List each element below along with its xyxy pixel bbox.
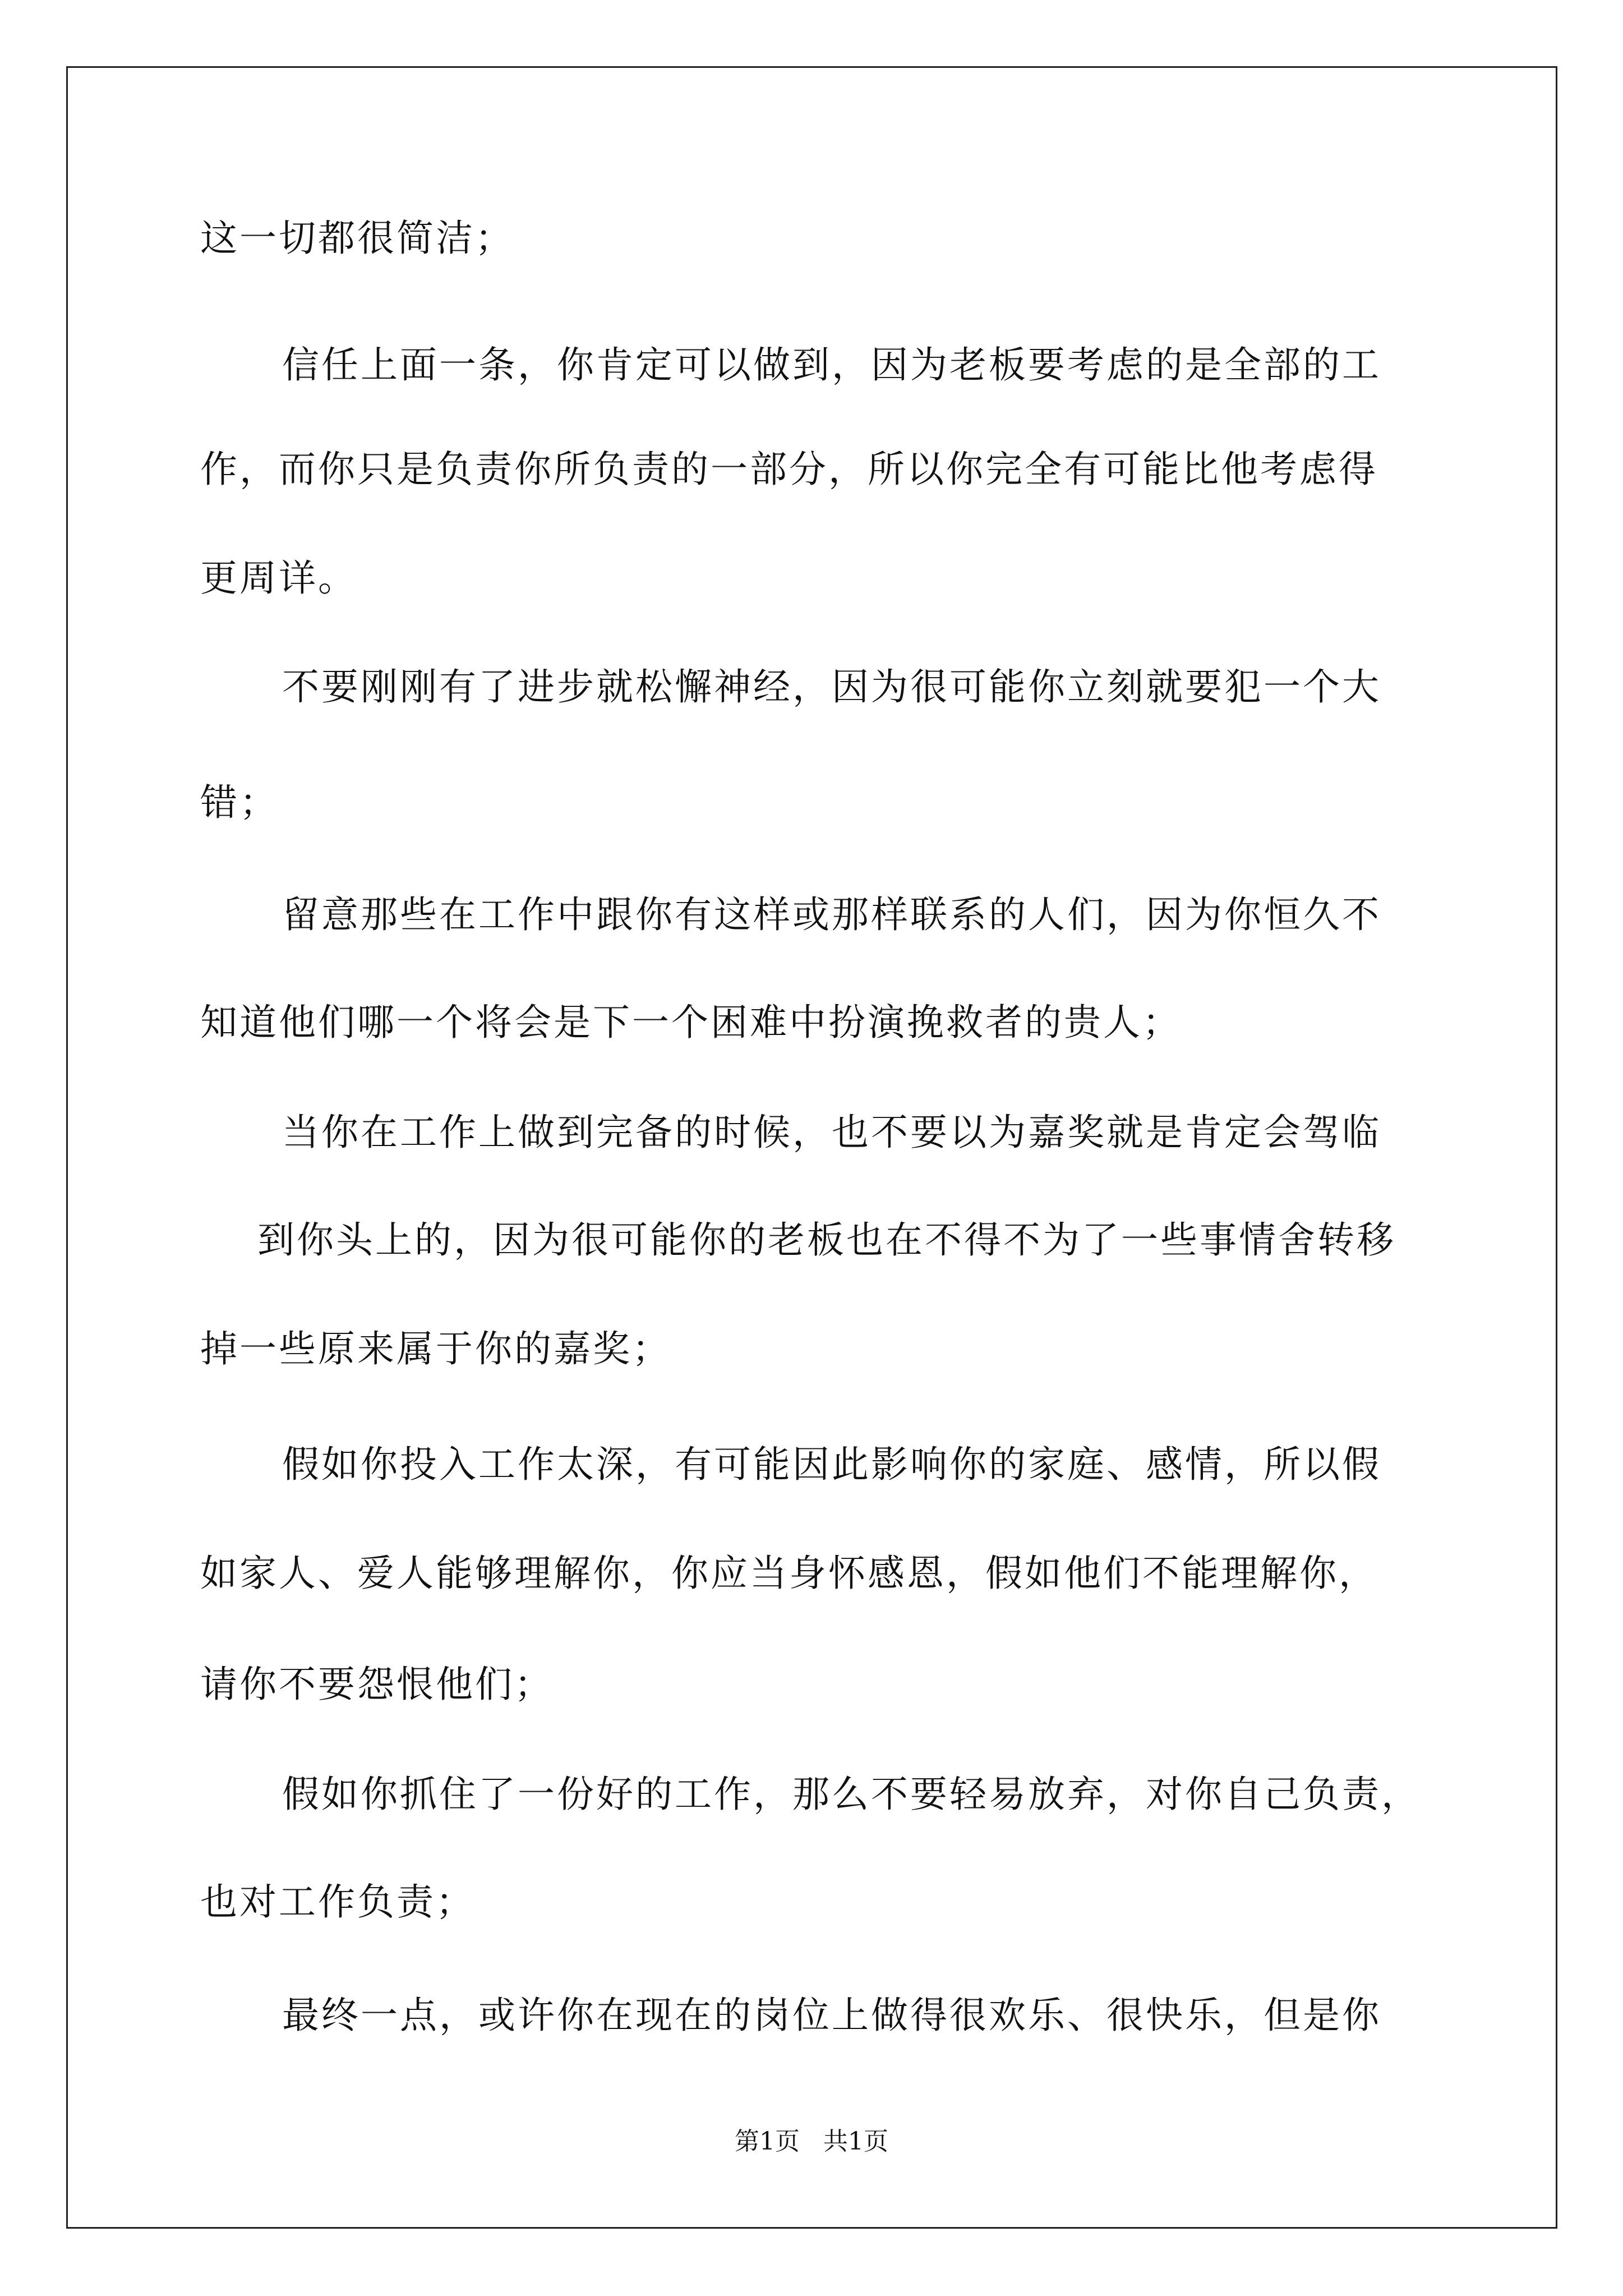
text-line: 假如你抓住了一份好的工作，那么不要轻易放弃，对你自己负责， <box>282 1773 1421 1816</box>
text-line: 留意那些在工作中跟你有这样或那样联系的人们，因为你恒久不 <box>282 893 1381 936</box>
text-line: 信任上面一条，你肯定可以做到，因为老板要考虑的是全部的工 <box>282 343 1381 386</box>
page-footer <box>0 2129 1623 2154</box>
text-line: 更周详。 <box>200 556 357 600</box>
text-line: 当你在工作上做到完备的时候，也不要以为嘉奖就是肯定会驾临 <box>282 1111 1381 1154</box>
page-number: 第1页 <box>735 2127 800 2156</box>
text-line: 作，而你只是负责你所负责的一部分，所以你完全有可能比他考虑得 <box>200 448 1378 491</box>
text-line: 知道他们哪一个将会是下一个困难中扮演挽救者的贵人； <box>200 1001 1182 1044</box>
text-line: 最终一点，或许你在现在的岗位上做得很欢乐、很快乐，但是你 <box>282 1994 1381 2037</box>
text-line: 掉一些原来属于你的嘉奖； <box>200 1327 671 1370</box>
text-line: 请你不要怨恨他们； <box>200 1663 554 1706</box>
text-line: 假如你投入工作太深，有可能因此影响你的家庭、感情，所以假 <box>282 1443 1381 1486</box>
text-line: 这一切都很简洁； <box>200 217 514 260</box>
text-line: 错； <box>200 781 279 824</box>
text-line: 如家人、爱人能够理解你，你应当身怀感恩，假如他们不能理解你， <box>200 1552 1378 1595</box>
page-total: 共1页 <box>823 2127 888 2156</box>
text-line: 到你头上的，因为很可能你的老板也在不得不为了一些事情舍转移 <box>257 1218 1396 1262</box>
text-line: 也对工作负责； <box>200 1880 475 1924</box>
text-line: 不要刚刚有了进步就松懈神经，因为很可能你立刻就要犯一个大 <box>282 665 1381 708</box>
